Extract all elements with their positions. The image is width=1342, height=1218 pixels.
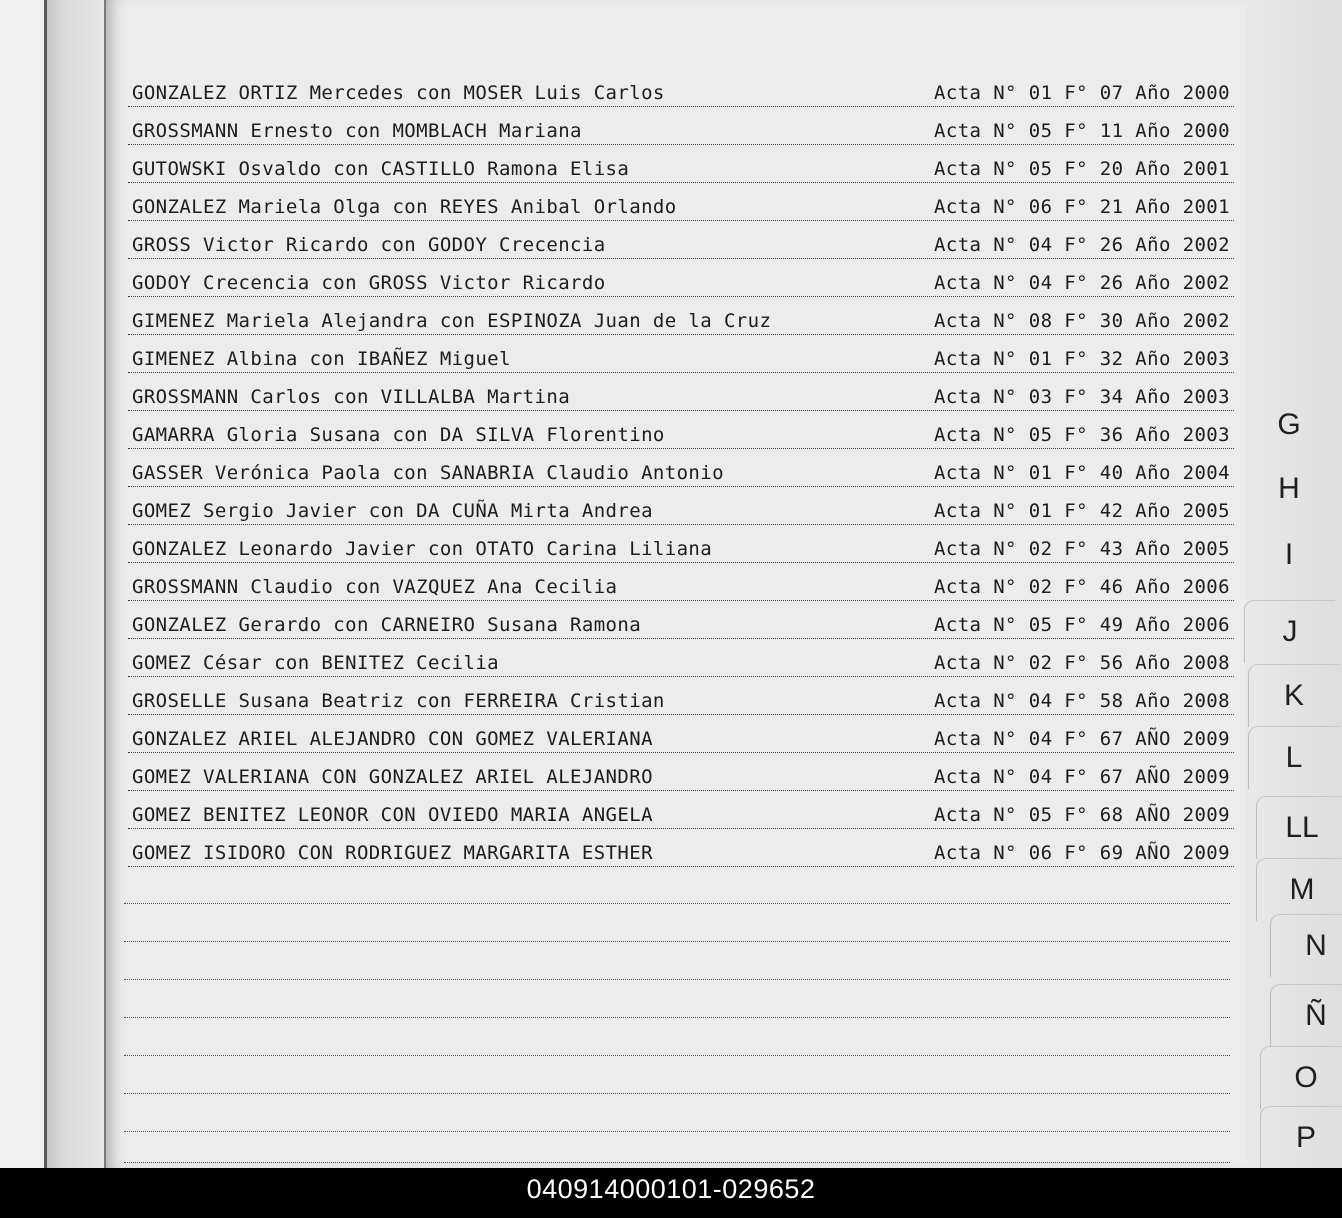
blank-ruled-line: [124, 1093, 1230, 1094]
ledger-entry: [128, 528, 1234, 563]
entry-record-ref: Acta N° 05 F° 11 Año 2000: [934, 120, 1230, 142]
ledger-entry: [128, 148, 1234, 183]
entry-names: GONZALEZ ORTIZ Mercedes con MOSER Luis Carlos: [132, 82, 665, 104]
entry-names: GROSELLE Susana Beatriz con FERREIRA Cristian: [132, 690, 665, 712]
entry-record-ref: Acta N° 06 F° 69 AÑO 2009: [934, 842, 1230, 864]
ledger-entry: [128, 186, 1234, 221]
entry-names: GONZALEZ Leonardo Javier con OTATO Carina Liliana: [132, 538, 713, 560]
entry-names: GONZALEZ Gerardo con CARNEIRO Susana Ramona: [132, 614, 642, 636]
index-tab-p[interactable]: P: [1260, 1106, 1342, 1168]
entry-names: GROSSMANN Claudio con VAZQUEZ Ana Cecilia: [132, 576, 618, 598]
index-tab-o[interactable]: O: [1260, 1046, 1342, 1109]
ledger-entry: [128, 604, 1234, 639]
entry-names: GUTOWSKI Osvaldo con CASTILLO Ramona Elisa: [132, 158, 630, 180]
ledger-page: [104, 0, 1246, 1168]
ledger-entry: [128, 452, 1234, 487]
entry-record-ref: Acta N° 04 F° 58 Año 2008: [934, 690, 1230, 712]
entry-record-ref: Acta N° 04 F° 67 AÑO 2009: [934, 766, 1230, 788]
blank-ruled-line: [124, 1055, 1230, 1056]
entry-names: GOMEZ César con BENITEZ Cecilia: [132, 652, 500, 674]
entry-record-ref: Acta N° 01 F° 32 Año 2003: [934, 348, 1230, 370]
index-tab-ll[interactable]: LL: [1256, 796, 1342, 859]
entry-names: GOMEZ VALERIANA CON GONZALEZ ARIEL ALEJANDRO: [132, 766, 653, 788]
entry-names: GONZALEZ ARIEL ALEJANDRO CON GOMEZ VALERIANA: [132, 728, 653, 750]
entry-record-ref: Acta N° 04 F° 26 Año 2002: [934, 272, 1230, 294]
entry-record-ref: Acta N° 05 F° 36 Año 2003: [934, 424, 1230, 446]
entry-names: GOMEZ BENITEZ LEONOR CON OVIEDO MARIA ANGELA: [132, 804, 653, 826]
entry-record-ref: Acta N° 03 F° 34 Año 2003: [934, 386, 1230, 408]
document-id-code: 040914000101-029652: [526, 1174, 816, 1204]
index-tab-l[interactable]: L: [1248, 726, 1339, 789]
page-gutter: [47, 0, 104, 1168]
index-tab-h[interactable]: H: [1278, 472, 1300, 505]
ledger-entry: [128, 756, 1234, 791]
ledger-entry: [128, 110, 1234, 145]
ledger-entry: [128, 642, 1234, 677]
entry-names: GOMEZ Sergio Javier con DA CUÑA Mirta Andrea: [132, 500, 653, 522]
entry-record-ref: Acta N° 04 F° 67 AÑO 2009: [934, 728, 1230, 750]
entry-names: GAMARRA Gloria Susana con DA SILVA Florentino: [132, 424, 665, 446]
entry-record-ref: Acta N° 06 F° 21 Año 2001: [934, 196, 1230, 218]
entry-record-ref: Acta N° 02 F° 56 Año 2008: [934, 652, 1230, 674]
entry-record-ref: Acta N° 05 F° 20 Año 2001: [934, 158, 1230, 180]
ledger-entry: [128, 680, 1234, 715]
entry-names: GASSER Verónica Paola con SANABRIA Claudio Antonio: [132, 462, 724, 484]
entry-record-ref: Acta N° 01 F° 42 Año 2005: [934, 500, 1230, 522]
ledger-entry: [128, 376, 1234, 411]
ledger-entry: [128, 832, 1234, 867]
ledger-entry: [128, 300, 1234, 335]
ledger-entry: [128, 490, 1234, 525]
ledger-entry: [128, 794, 1234, 829]
ledger-entry: [128, 224, 1234, 259]
blank-ruled-line: [124, 1131, 1230, 1132]
entry-names: GOMEZ ISIDORO CON RODRIGUEZ MARGARITA ESTHER: [132, 842, 653, 864]
ledger-entry: [128, 72, 1234, 107]
entry-record-ref: Acta N° 02 F° 43 Año 2005: [934, 538, 1230, 560]
index-tab-n[interactable]: N: [1270, 914, 1342, 977]
alphabet-index-tabs: [1244, 0, 1342, 1168]
entry-record-ref: Acta N° 08 F° 30 Año 2002: [934, 310, 1230, 332]
entry-record-ref: Acta N° 01 F° 07 Año 2000: [934, 82, 1230, 104]
blank-ruled-line: [124, 1017, 1230, 1018]
index-tab-j[interactable]: J: [1244, 600, 1335, 663]
index-tab-k[interactable]: K: [1248, 664, 1339, 727]
index-tab-g[interactable]: G: [1277, 408, 1301, 441]
entry-names: GODOY Crecencia con GROSS Victor Ricardo: [132, 272, 606, 294]
entry-names: GIMENEZ Mariela Alejandra con ESPINOZA Juan de la Cruz: [132, 310, 772, 332]
index-tab-i[interactable]: I: [1284, 538, 1294, 571]
entry-names: GONZALEZ Mariela Olga con REYES Anibal Orlando: [132, 196, 677, 218]
entry-record-ref: Acta N° 02 F° 46 Año 2006: [934, 576, 1230, 598]
entry-record-ref: Acta N° 05 F° 49 Año 2006: [934, 614, 1230, 636]
ledger-entry: [128, 718, 1234, 753]
index-tab-m[interactable]: M: [1256, 858, 1342, 921]
index-tab-enye[interactable]: Ñ: [1270, 984, 1342, 1047]
scan-footer: [0, 1168, 1342, 1218]
entry-names: GROSS Victor Ricardo con GODOY Crecencia: [132, 234, 606, 256]
blank-ruled-line: [124, 941, 1230, 942]
entry-names: GIMENEZ Albina con IBAÑEZ Miguel: [132, 348, 511, 370]
ledger-entry: [128, 338, 1234, 373]
ledger-entry: [128, 414, 1234, 449]
binding-edge: [0, 0, 47, 1168]
entry-names: GROSSMANN Carlos con VILLALBA Martina: [132, 386, 571, 408]
blank-ruled-line: [124, 903, 1230, 904]
blank-ruled-line: [124, 979, 1230, 980]
entry-record-ref: Acta N° 01 F° 40 Año 2004: [934, 462, 1230, 484]
ledger-entry: [128, 566, 1234, 601]
entry-record-ref: Acta N° 05 F° 68 AÑO 2009: [934, 804, 1230, 826]
blank-ruled-line: [124, 1162, 1230, 1163]
entry-record-ref: Acta N° 04 F° 26 Año 2002: [934, 234, 1230, 256]
entry-names: GROSSMANN Ernesto con MOMBLACH Mariana: [132, 120, 582, 142]
ledger-entry: [128, 262, 1234, 297]
